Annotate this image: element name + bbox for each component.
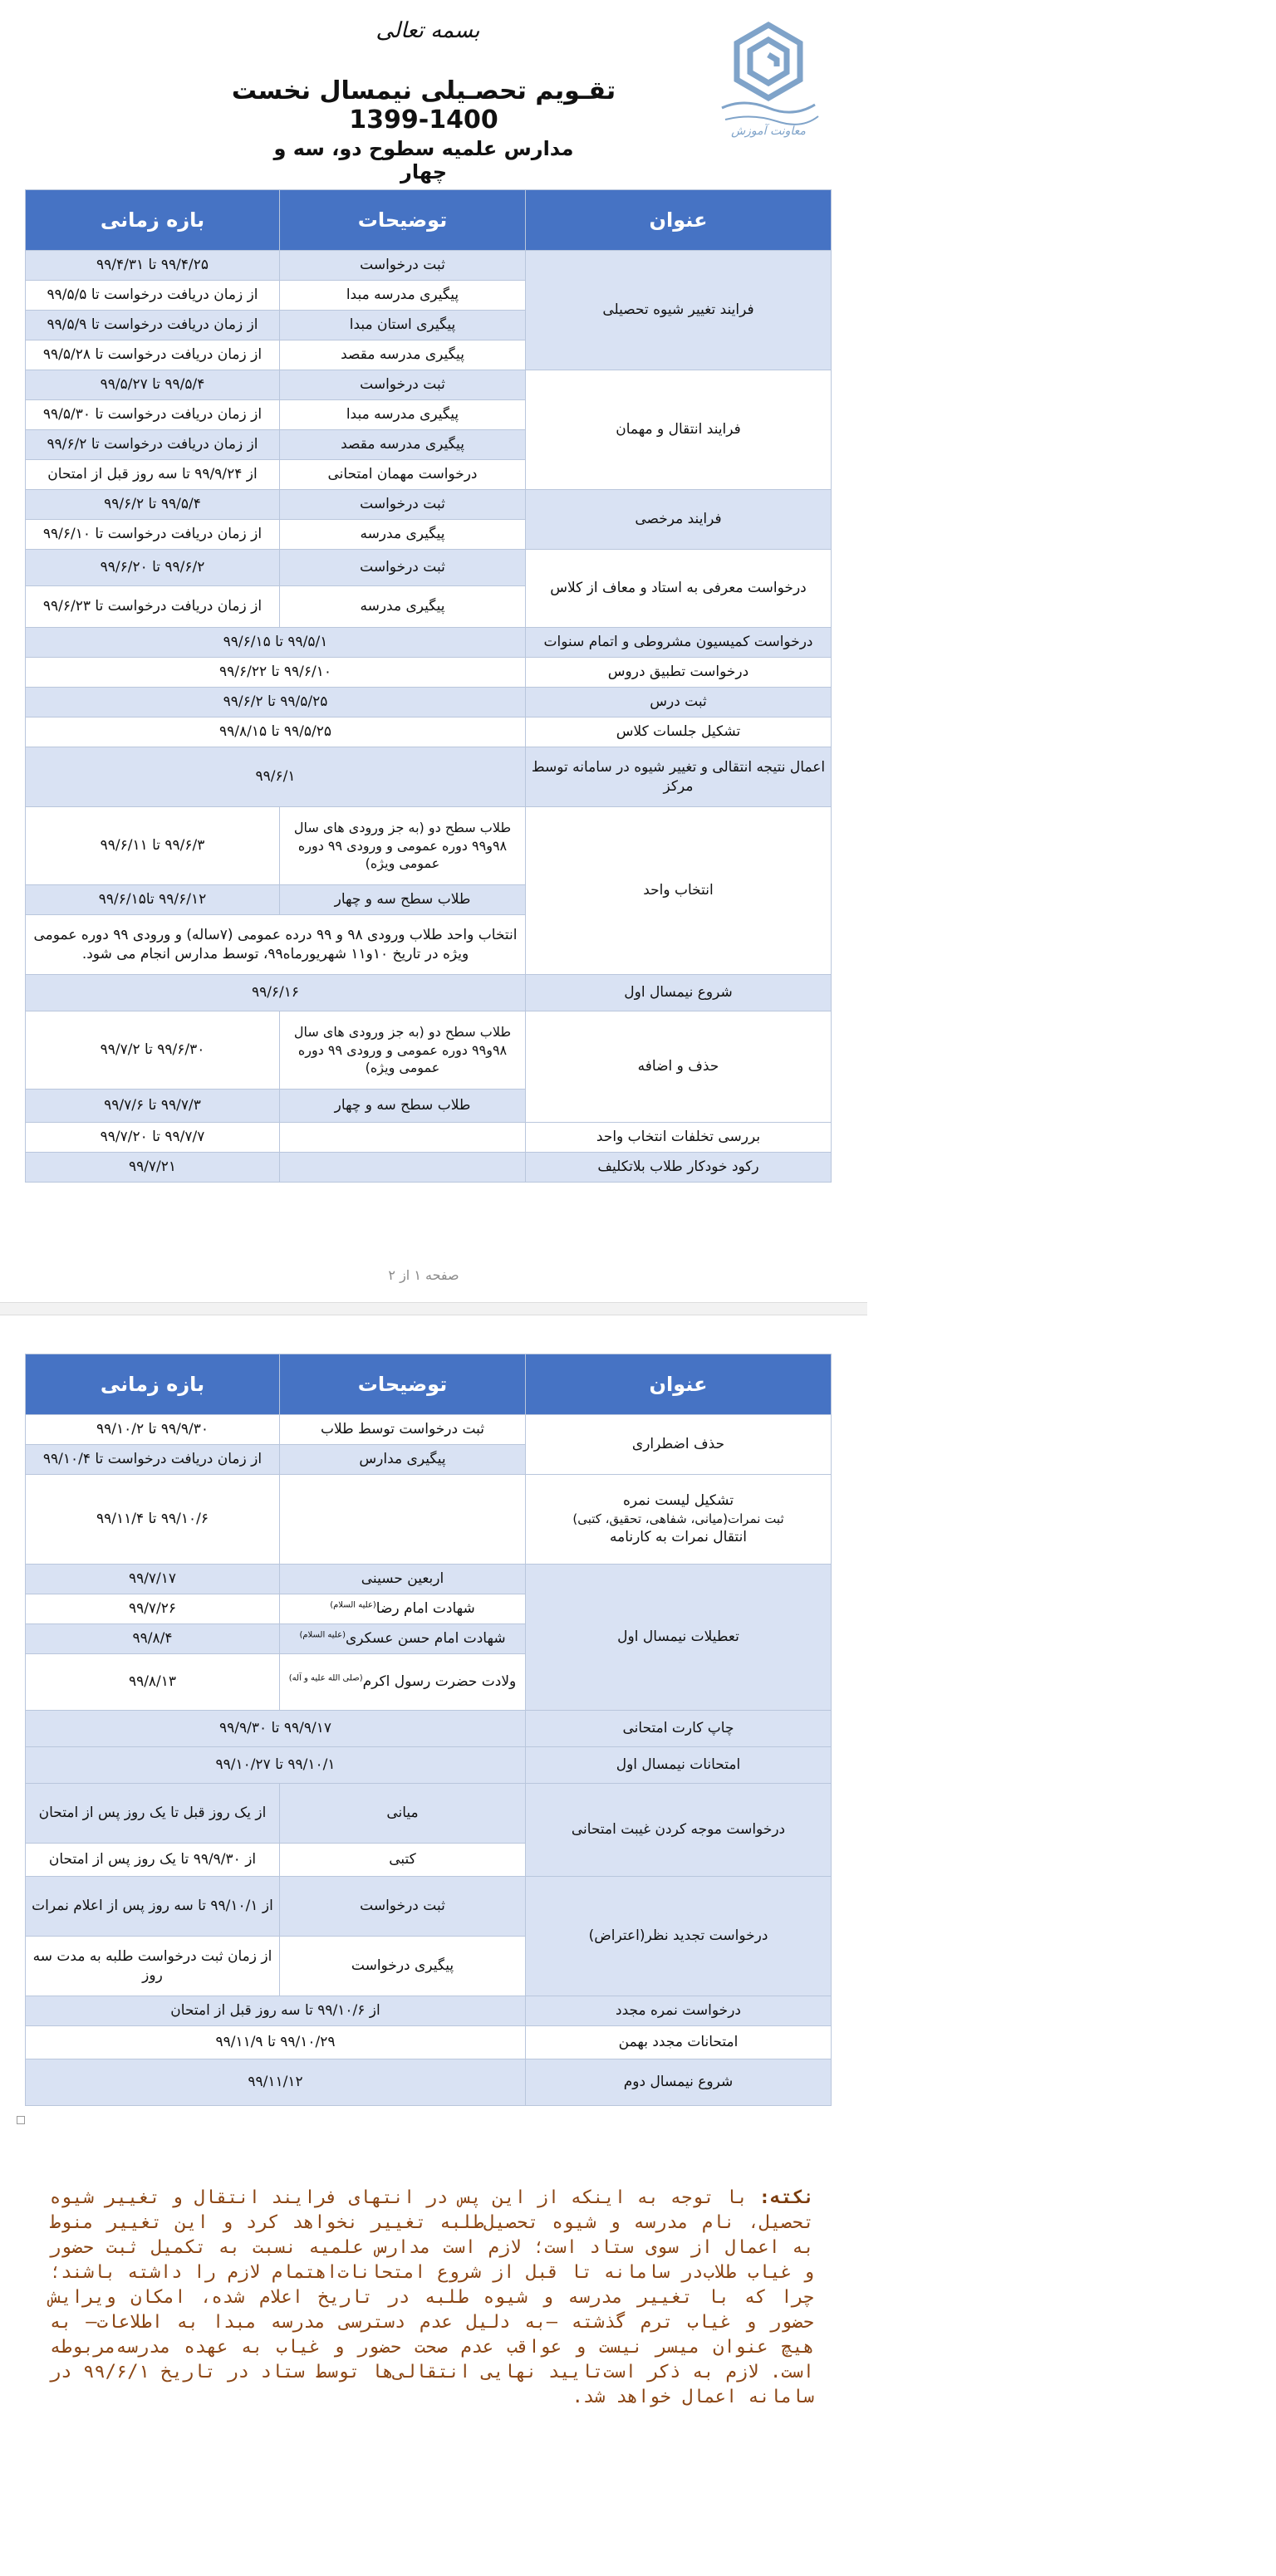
table-row bbox=[26, 628, 832, 658]
table-row bbox=[26, 807, 832, 885]
row-period: ۹۹/۵/۴ تا ۹۹/۶/۲ bbox=[26, 490, 280, 520]
table-row bbox=[26, 251, 832, 281]
row-desc: پیگیری مدرسه مبدا bbox=[280, 400, 526, 430]
row-title-line: انتقال نمرات به کارنامه bbox=[609, 1528, 748, 1545]
row-period: ۹۹/۱۱/۱۲ bbox=[26, 2059, 526, 2106]
row-title: درخواست نمره مجدد bbox=[526, 1996, 832, 2026]
row-period: ۹۹/۵/۲۵ تا ۹۹/۶/۲ bbox=[26, 688, 526, 717]
table-row bbox=[26, 658, 832, 688]
row-desc: طلاب سطح سه و چهار bbox=[280, 885, 526, 915]
row-title: حذف و اضافه bbox=[526, 1011, 832, 1123]
row-period: ۹۹/۵/۴ تا ۹۹/۵/۲۷ bbox=[26, 370, 280, 400]
row-period: ۹۹/۶/۱۲ تا۹۹/۶/۱۵ bbox=[26, 885, 280, 915]
page-number: صفحه ۱ از ۲ bbox=[388, 1267, 459, 1283]
table-row bbox=[26, 490, 832, 520]
row-period: ۹۹/۷/۷ تا ۹۹/۷/۲۰ bbox=[26, 1123, 280, 1153]
row-period: از زمان دریافت درخواست تا ۹۹/۵/۵ bbox=[26, 281, 280, 311]
anchor-mark bbox=[17, 2116, 25, 2124]
table-row bbox=[26, 370, 832, 400]
table-row bbox=[26, 550, 832, 586]
row-period: ۹۹/۹/۱۷ تا ۹۹/۹/۳۰ bbox=[26, 1711, 526, 1747]
row-title: تشکیل جلسات کلاس bbox=[526, 717, 832, 747]
note-paragraph bbox=[50, 2186, 814, 2410]
row-title: فرایند انتقال و مهمان bbox=[526, 370, 832, 490]
row-title: بررسی تخلفات انتخاب واحد bbox=[526, 1123, 832, 1153]
row-title bbox=[526, 1475, 832, 1565]
row-title: شروع نیمسال اول bbox=[526, 975, 832, 1011]
row-period: از زمان دریافت درخواست تا ۹۹/۶/۲۳ bbox=[26, 586, 280, 628]
row-note: انتخاب واحد طلاب ورودی ۹۸ و ۹۹ درده عمومی (۷ساله) و ورودی ۹۹ دوره عمومی ویژه در تاریخ ۱۰و۱۱ شهریورماه۹۹، توسط مدارس انجام می شود. bbox=[26, 915, 526, 975]
row-title: امتحانات مجدد بهمن bbox=[526, 2026, 832, 2059]
row-period: از زمان ثبت درخواست طلبه به مدت سه روز bbox=[26, 1937, 280, 1996]
row-title: شروع نیمسال دوم bbox=[526, 2059, 832, 2106]
page-subtitle: مدارس علمیه سطوح دو، سه و چهار bbox=[273, 137, 574, 184]
row-period: ۹۹/۶/۱۶ bbox=[26, 975, 526, 1011]
col-header-period: بازه زمانی bbox=[26, 1354, 280, 1415]
note-text: با توجه به اینکه از این پس در انتهای فرایند انتقال و تغییر شیوه تحصیل، نام مدرسه و شیوه تحصیل‌طلبه تغییر نخواهد کرد و این تغییر منوط به اعمال از سوی ستاد است؛ لازم است مدارس علمیه نسبت به تکمیل ثبت حضور و غیاب طلاب‌در سامانه تا قبل از شروع امتحانات‌اهتمام لازم را داشته باشند؛ چرا که با تغییر مدرسه و شیوه طلبه در تاریخ اعلام شده، امکان ویرایش حضور و غیاب ترم گذشته –به دلیل عدم دسترسی مدرسه مبدا به اطلاعات– به هیچ عنوان میسر نیست و عواقب عدم صحت حضور و غیاب به عهده مدرسه‌مربوطه است. لازم به ذکر است‌تایید نهایی انتقالی‌ها توسط ستاد در تاریخ ۹۹/۶/۱ در سامانه اعمال خواهد شد. bbox=[50, 2187, 814, 2407]
table-row bbox=[26, 975, 832, 1011]
row-period: ۹۹/۴/۲۵ تا ۹۹/۴/۳۱ bbox=[26, 251, 280, 281]
row-desc: ثبت درخواست bbox=[280, 251, 526, 281]
row-period: ۹۹/۸/۱۳ bbox=[26, 1654, 280, 1711]
row-title: درخواست موجه کردن غیبت امتحانی bbox=[526, 1784, 832, 1877]
row-desc: پیگیری درخواست bbox=[280, 1937, 526, 1996]
row-desc: ثبت درخواست توسط طلاب bbox=[280, 1415, 526, 1445]
table-header-row bbox=[26, 190, 832, 251]
row-title-line: ثبت نمرات(میانی، شفاهی، تحقیق، کتبی) bbox=[572, 1511, 784, 1527]
row-desc bbox=[280, 1123, 526, 1153]
row-desc: طلاب سطح دو (به جز ورودی های سال ۹۸و۹۹ دوره عمومی و ورودی ۹۹ دوره عمومی ویژه) bbox=[280, 807, 526, 885]
row-period: ۹۹/۱۰/۶ تا ۹۹/۱۱/۴ bbox=[26, 1475, 280, 1565]
row-period: ۹۹/۶/۲ تا ۹۹/۶/۲۰ bbox=[26, 550, 280, 586]
row-title: درخواست تطبیق دروس bbox=[526, 658, 832, 688]
row-period: ۹۹/۷/۱۷ bbox=[26, 1565, 280, 1594]
row-desc: ثبت درخواست bbox=[280, 550, 526, 586]
row-title: چاپ کارت امتحانی bbox=[526, 1711, 832, 1747]
row-period: ۹۹/۵/۲۵ تا ۹۹/۸/۱۵ bbox=[26, 717, 526, 747]
row-desc: ثبت درخواست bbox=[280, 490, 526, 520]
row-period: ۹۹/۶/۱ bbox=[26, 747, 526, 807]
row-period: از زمان دریافت درخواست تا ۹۹/۵/۹ bbox=[26, 311, 280, 340]
row-desc: ثبت درخواست bbox=[280, 1877, 526, 1937]
row-title: درخواست تجدید نظر(اعتراض) bbox=[526, 1877, 832, 1996]
row-period: از زمان دریافت درخواست تا ۹۹/۶/۱۰ bbox=[26, 520, 280, 550]
row-title: درخواست معرفی به استاد و معاف از کلاس bbox=[526, 550, 832, 628]
table-row bbox=[26, 1153, 832, 1183]
row-desc: پیگیری مدرسه bbox=[280, 520, 526, 550]
row-period: ۹۹/۹/۳۰ تا ۹۹/۱۰/۲ bbox=[26, 1415, 280, 1445]
row-title: تعطیلات نیمسال اول bbox=[526, 1565, 832, 1711]
row-desc: پیگیری مدرسه مقصد bbox=[280, 340, 526, 370]
page-separator bbox=[0, 1302, 867, 1315]
row-title: حذف اضطراری bbox=[526, 1415, 832, 1475]
col-header-period: بازه زمانی bbox=[26, 190, 280, 251]
row-desc bbox=[280, 1153, 526, 1183]
row-desc: کتبی bbox=[280, 1844, 526, 1877]
table-row bbox=[26, 1565, 832, 1594]
row-title: امتحانات نیمسال اول bbox=[526, 1747, 832, 1784]
table-row bbox=[26, 717, 832, 747]
row-period: از ۹۹/۹/۲۴ تا سه روز قبل از امتحان bbox=[26, 460, 280, 490]
row-desc: پیگیری استان مبدا bbox=[280, 311, 526, 340]
row-desc: پیگیری مدرسه مبدا bbox=[280, 281, 526, 311]
row-desc: میانی bbox=[280, 1784, 526, 1844]
row-period: ۹۹/۷/۳ تا ۹۹/۷/۶ bbox=[26, 1090, 280, 1123]
table-row bbox=[26, 1747, 832, 1784]
row-title: ثبت درس bbox=[526, 688, 832, 717]
table-row bbox=[26, 747, 832, 807]
table-row bbox=[26, 1475, 832, 1565]
row-desc: درخواست مهمان امتحانی bbox=[280, 460, 526, 490]
table-row bbox=[26, 2026, 832, 2059]
row-desc: طلاب سطح دو (به جز ورودی های سال ۹۸و۹۹ دوره عمومی و ورودی ۹۹ دوره عمومی ویژه) bbox=[280, 1011, 526, 1090]
row-period: از ۹۹/۹/۳۰ تا یک روز پس از امتحان bbox=[26, 1844, 280, 1877]
calendar-table-page1 bbox=[25, 189, 832, 1183]
col-header-desc: توضیحات bbox=[280, 190, 526, 251]
row-period: ۹۹/۸/۴ bbox=[26, 1624, 280, 1654]
table-row bbox=[26, 1011, 832, 1090]
calendar-table-page2 bbox=[25, 1354, 832, 2106]
row-desc: پیگیری مدارس bbox=[280, 1445, 526, 1475]
row-desc: پیگیری مدرسه bbox=[280, 586, 526, 628]
row-title: فرایند تغییر شیوه تحصیلی bbox=[526, 251, 832, 370]
col-header-title: عنوان bbox=[526, 1354, 832, 1415]
row-period: ۹۹/۷/۲۶ bbox=[26, 1594, 280, 1624]
row-title: درخواست کمیسیون مشروطی و اتمام سنوات bbox=[526, 628, 832, 658]
row-desc: پیگیری مدرسه مقصد bbox=[280, 430, 526, 460]
table-header-row bbox=[26, 1354, 832, 1415]
row-title: رکود خودکار طلاب بلاتکلیف bbox=[526, 1153, 832, 1183]
table-row bbox=[26, 1996, 832, 2026]
row-period: ۹۹/۶/۳ تا ۹۹/۶/۱۱ bbox=[26, 807, 280, 885]
col-header-title: عنوان bbox=[526, 190, 832, 251]
row-title: فرایند مرخصی bbox=[526, 490, 832, 550]
table-row bbox=[26, 1415, 832, 1445]
logo-caption: معاونت آموزش bbox=[731, 125, 806, 138]
row-period: از زمان دریافت درخواست تا ۹۹/۶/۲ bbox=[26, 430, 280, 460]
row-title: انتخاب واحد bbox=[526, 807, 832, 975]
row-period: ۹۹/۶/۳۰ تا ۹۹/۷/۲ bbox=[26, 1011, 280, 1090]
table-row bbox=[26, 688, 832, 717]
row-period: از زمان دریافت درخواست تا ۹۹/۱۰/۴ bbox=[26, 1445, 280, 1475]
row-desc: اربعین حسینی bbox=[280, 1565, 526, 1594]
row-period: ۹۹/۶/۱۰ تا ۹۹/۶/۲۲ bbox=[26, 658, 526, 688]
row-desc: ولادت حضرت رسول اکرم$^{(صلی الله علیه و آله)}$ bbox=[280, 1654, 526, 1711]
row-period: از یک روز قبل تا یک روز پس از امتحان bbox=[26, 1784, 280, 1844]
bismillah: بسمه تعالی bbox=[375, 18, 480, 43]
row-period: ۹۹/۷/۲۱ bbox=[26, 1153, 280, 1183]
row-period: ۹۹/۱۰/۱ تا ۹۹/۱۰/۲۷ bbox=[26, 1747, 526, 1784]
row-period: از ۹۹/۱۰/۶ تا سه روز قبل از امتحان bbox=[26, 1996, 526, 2026]
note-label: نکته: bbox=[758, 2187, 814, 2208]
row-period: ۹۹/۱۰/۲۹ تا ۹۹/۱۱/۹ bbox=[26, 2026, 526, 2059]
row-title: اعمال نتیجه انتقالی و تغییر شیوه در سامانه توسط مرکز bbox=[526, 747, 832, 807]
row-period: از ۹۹/۱۰/۱ تا سه روز پس از اعلام نمرات bbox=[26, 1877, 280, 1937]
table-row bbox=[26, 1711, 832, 1747]
page-title: تقـویم تحصـیلی نیمسال نخست 1400-1399 bbox=[231, 76, 616, 135]
table-row bbox=[26, 1877, 832, 1937]
row-desc: شهادت امام رضا$^{(علیه السلام)}$ bbox=[280, 1594, 526, 1624]
row-title-line: تشکیل لیست نمره bbox=[622, 1492, 734, 1510]
row-period: از زمان دریافت درخواست تا ۹۹/۵/۳۰ bbox=[26, 400, 280, 430]
row-desc bbox=[280, 1475, 526, 1565]
row-desc: طلاب سطح سه و چهار bbox=[280, 1090, 526, 1123]
row-period: ۹۹/۵/۱ تا ۹۹/۶/۱۵ bbox=[26, 628, 526, 658]
table-row bbox=[26, 1123, 832, 1153]
row-desc: ثبت درخواست bbox=[280, 370, 526, 400]
table-row bbox=[26, 1784, 832, 1844]
row-period: از زمان دریافت درخواست تا ۹۹/۵/۲۸ bbox=[26, 340, 280, 370]
seminary-logo-icon bbox=[710, 18, 827, 143]
row-desc: شهادت امام حسن عسکری$^{(علیه السلام)}$ bbox=[280, 1624, 526, 1654]
table-row bbox=[26, 2059, 832, 2106]
col-header-desc: توضیحات bbox=[280, 1354, 526, 1415]
